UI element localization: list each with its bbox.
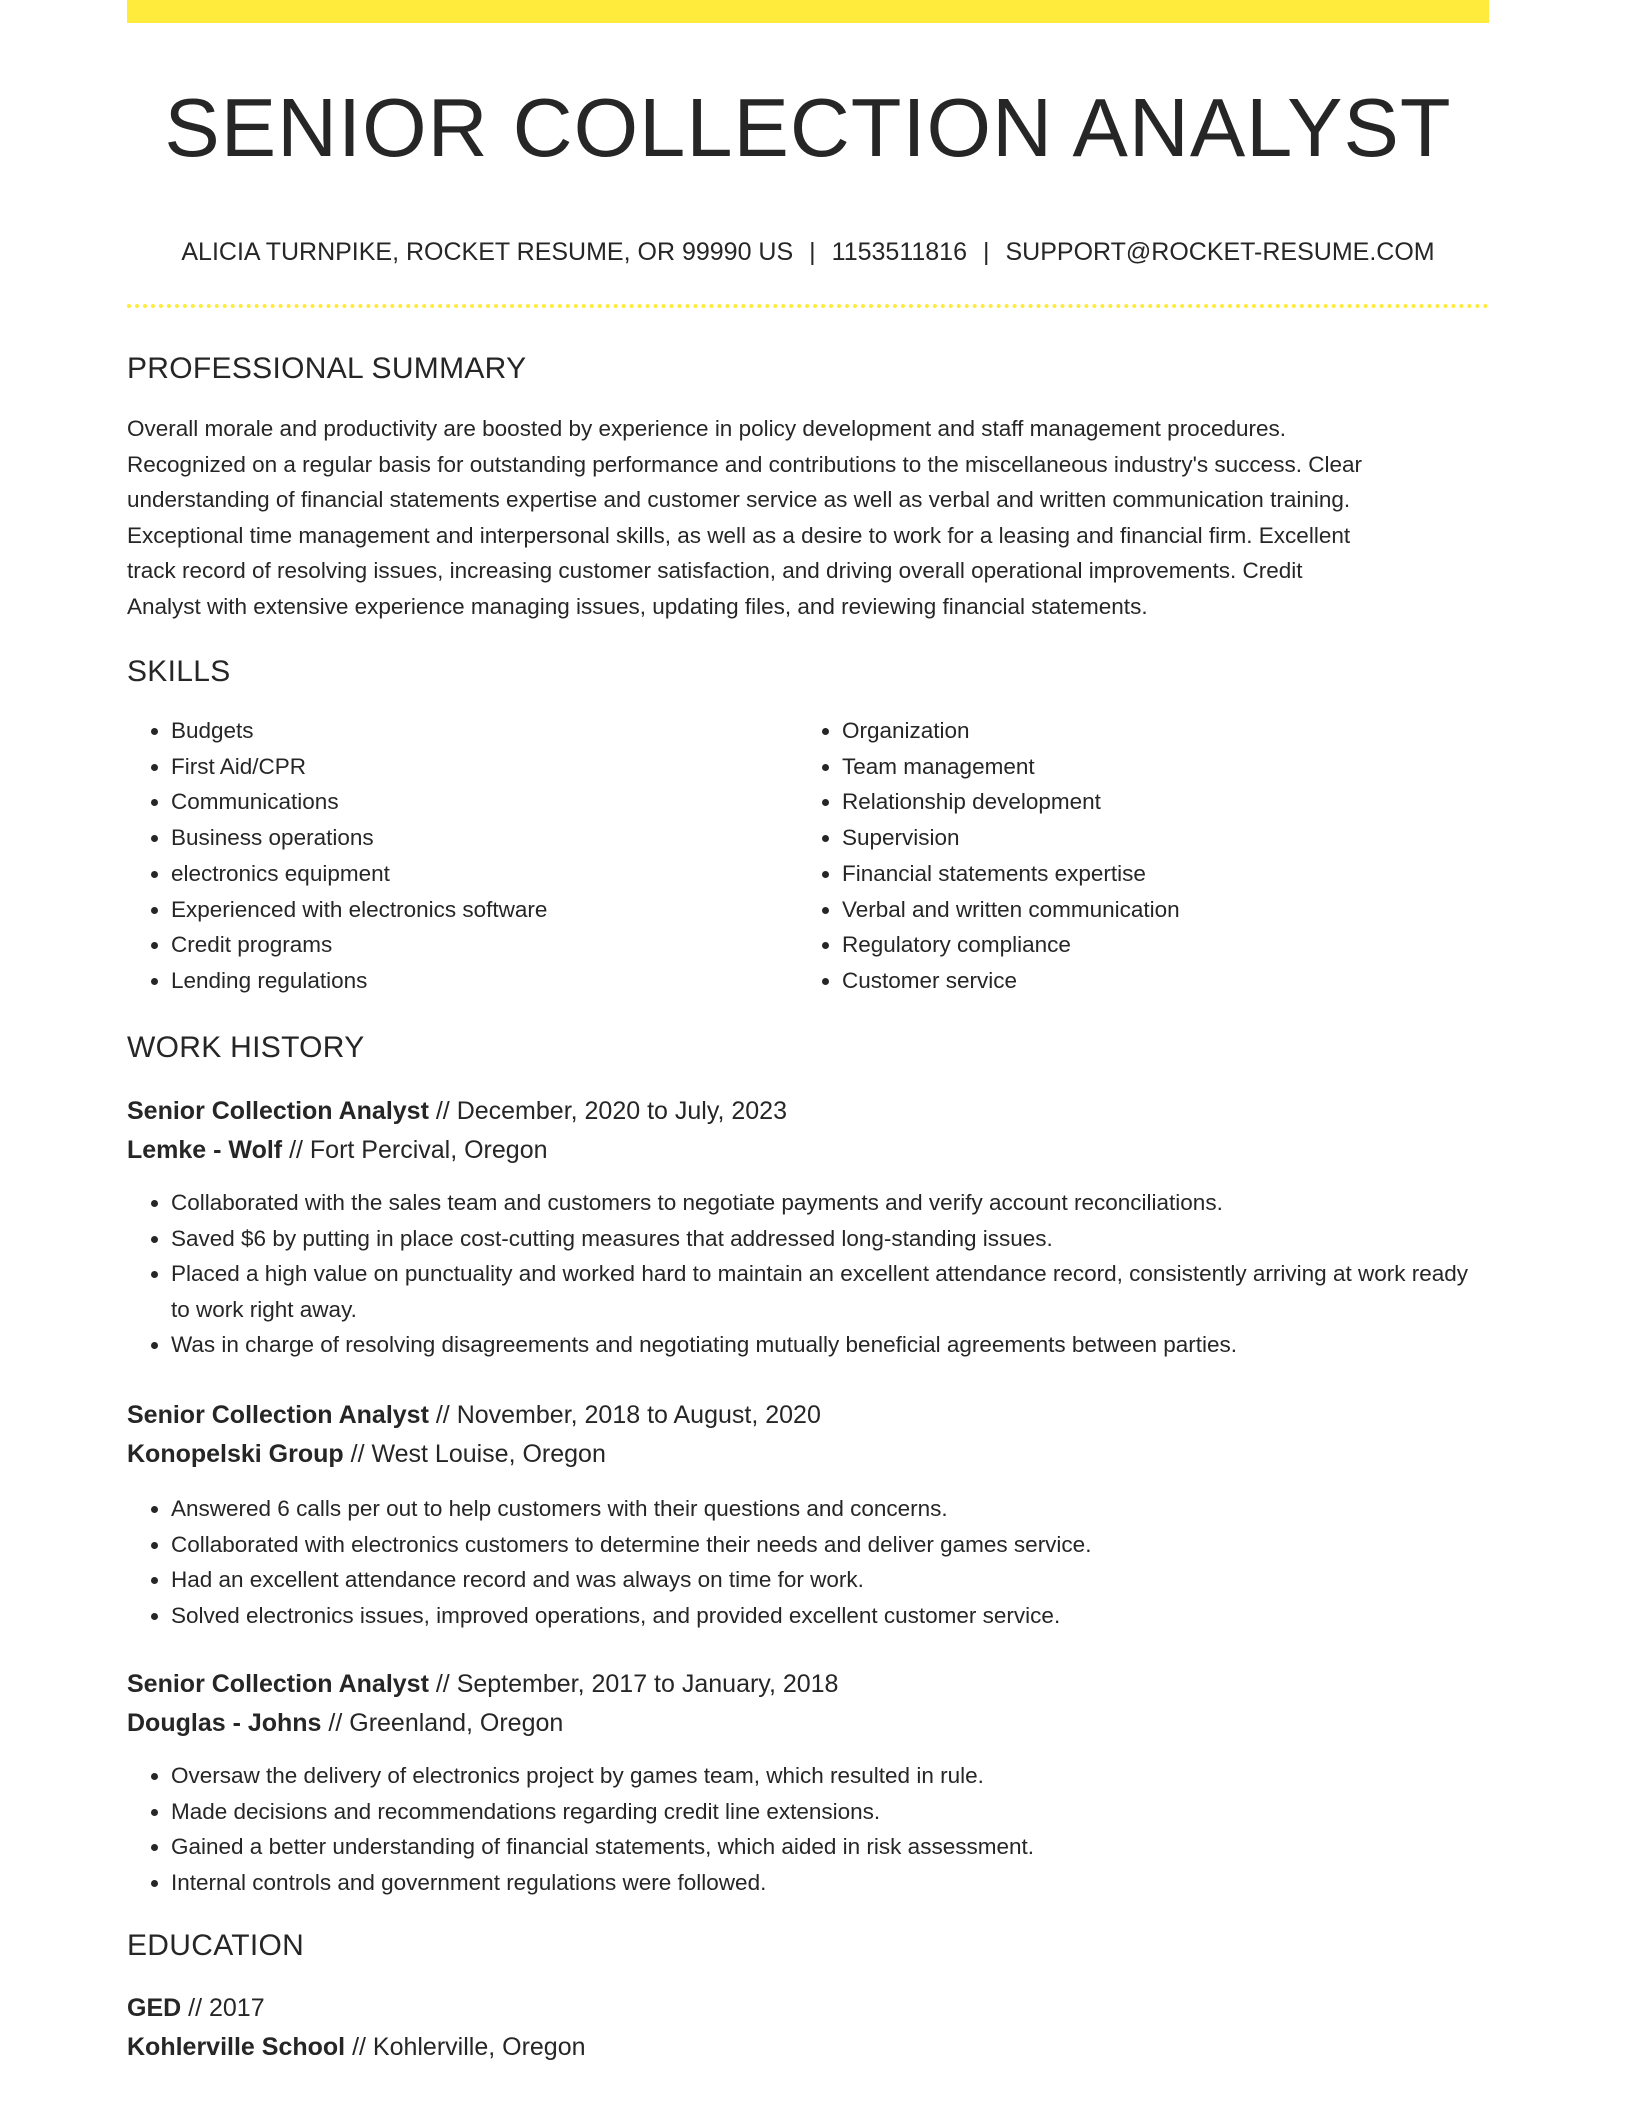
dotted-divider bbox=[127, 304, 1489, 308]
summary-paragraph bbox=[127, 411, 1489, 625]
skill-item: • First Aid/CPR bbox=[171, 749, 798, 785]
job-bullet: • Was in charge of resolving disagreements and negotiating mutually beneficial agreements between parties. bbox=[171, 1327, 1489, 1363]
skill-item: • Supervision bbox=[842, 820, 1180, 856]
work-history-heading: WORK HISTORY bbox=[127, 1031, 365, 1064]
summary-heading: PROFESSIONAL SUMMARY bbox=[127, 352, 527, 385]
skill-item: • Regulatory compliance bbox=[842, 927, 1180, 963]
job-title: Senior Collection Analyst bbox=[127, 1670, 429, 1698]
contact-line bbox=[127, 236, 1489, 268]
job-bullets bbox=[127, 1758, 1489, 1900]
skill-item: • Experienced with electronics software bbox=[171, 892, 798, 928]
job-bullet: • Made decisions and recommendations regarding credit line extensions. bbox=[171, 1794, 1489, 1830]
skill-item: • Lending regulations bbox=[171, 963, 798, 999]
skills-column-right bbox=[798, 713, 1180, 999]
skill-item: • electronics equipment bbox=[171, 856, 798, 892]
job-bullet: • Solved electronics issues, improved operations, and provided excellent customer service. bbox=[171, 1598, 1489, 1634]
job-bullets bbox=[127, 1491, 1489, 1633]
skills-list bbox=[127, 713, 1489, 999]
summary-line: understanding of financial statements expertise and customer service as well as verbal and written communication training. bbox=[127, 487, 1351, 513]
job-dates: // November, 2018 to August, 2020 bbox=[435, 1401, 821, 1429]
job-bullet: • Collaborated with electronics customers to determine their needs and deliver games service. bbox=[171, 1527, 1489, 1563]
summary-line: Recognized on a regular basis for outstanding performance and contributions to the miscellaneous industry's success. Clear bbox=[127, 451, 1362, 477]
skill-item: • Financial statements expertise bbox=[842, 856, 1180, 892]
contact-separator: | bbox=[982, 238, 990, 266]
skills-column-left bbox=[127, 713, 798, 999]
job-company-line bbox=[127, 1435, 1489, 1473]
job-bullet: • Oversaw the delivery of electronics project by games team, which resulted in rule. bbox=[171, 1758, 1489, 1794]
job-bullet: • Saved $6 by putting in place cost-cutting measures that addressed long-standing issues. bbox=[171, 1221, 1489, 1257]
job-location: // Greenland, Oregon bbox=[328, 1709, 564, 1737]
summary-line: Analyst with extensive experience managing issues, updating files, and reviewing financial statements. bbox=[127, 593, 1148, 619]
job-bullet: • Had an excellent attendance record and was always on time for work. bbox=[171, 1562, 1489, 1598]
job-title-line bbox=[127, 1665, 1489, 1703]
contact-separator: | bbox=[809, 238, 816, 266]
education-school-line bbox=[127, 2028, 1489, 2066]
job-company: Konopelski Group bbox=[127, 1440, 344, 1468]
job-title: Senior Collection Analyst bbox=[127, 1097, 429, 1125]
job-bullet: • Internal controls and government regulations were followed. bbox=[171, 1865, 1489, 1901]
education-location: // Kohlerville, Oregon bbox=[352, 2033, 586, 2061]
job-bullets bbox=[127, 1185, 1489, 1363]
accent-top-bar bbox=[127, 0, 1489, 23]
skill-item: • Verbal and written communication bbox=[842, 892, 1180, 928]
education-school: Kohlerville School bbox=[127, 2033, 346, 2061]
job-title: Senior Collection Analyst bbox=[127, 1401, 429, 1429]
skill-item: • Organization bbox=[842, 713, 1180, 749]
job-title-line bbox=[127, 1092, 1489, 1130]
job-dates: // December, 2020 to July, 2023 bbox=[435, 1097, 787, 1125]
contact-address: ALICIA TURNPIKE, ROCKET RESUME, OR 99990 US bbox=[181, 238, 794, 266]
job-location: // West Louise, Oregon bbox=[350, 1440, 606, 1468]
job-location: // Fort Percival, Oregon bbox=[289, 1136, 548, 1164]
job-company-line bbox=[127, 1704, 1489, 1742]
skill-item: • Business operations bbox=[171, 820, 798, 856]
job-company-line bbox=[127, 1131, 1489, 1169]
skill-item: • Communications bbox=[171, 784, 798, 820]
education-heading: EDUCATION bbox=[127, 1929, 305, 1962]
job-dates: // September, 2017 to January, 2018 bbox=[435, 1670, 839, 1698]
summary-line: track record of resolving issues, increasing customer satisfaction, and driving overall operational improvements. Credit bbox=[127, 558, 1303, 584]
skill-item: • Relationship development bbox=[842, 784, 1180, 820]
contact-phone: 1153511816 bbox=[831, 238, 967, 266]
skill-item: • Budgets bbox=[171, 713, 798, 749]
job-bullet: • Collaborated with the sales team and customers to negotiate payments and verify account reconciliations. bbox=[171, 1185, 1489, 1221]
job-company: Douglas - Johns bbox=[127, 1709, 322, 1737]
job-bullet: • Gained a better understanding of financial statements, which aided in risk assessment. bbox=[171, 1829, 1489, 1865]
job-title-line bbox=[127, 1396, 1489, 1434]
summary-line: Overall morale and productivity are boosted by experience in policy development and staff management procedures. bbox=[127, 416, 1286, 441]
summary-line: Exceptional time management and interpersonal skills, as well as a desire to work for a leasing and financial firm. Excellent bbox=[127, 522, 1351, 548]
job-bullet: • Placed a high value on punctuality and worked hard to maintain an excellent attendance record, consistently arriving at work ready to work right away. bbox=[171, 1256, 1489, 1327]
education-year: // 2017 bbox=[188, 1994, 265, 2022]
skill-item: • Team management bbox=[842, 749, 1180, 785]
education-degree-line bbox=[127, 1989, 1489, 2027]
skill-item: • Credit programs bbox=[171, 927, 798, 963]
skills-heading: SKILLS bbox=[127, 655, 231, 688]
resume-title: SENIOR COLLECTION ANALYST bbox=[164, 81, 1452, 174]
job-bullet: • Answered 6 calls per out to help customers with their questions and concerns. bbox=[171, 1491, 1489, 1527]
education-degree: GED bbox=[127, 1994, 182, 2022]
job-company: Lemke - Wolf bbox=[127, 1136, 283, 1164]
contact-email: SUPPORT@ROCKET-RESUME.COM bbox=[1005, 238, 1435, 266]
skill-item: • Customer service bbox=[842, 963, 1180, 999]
